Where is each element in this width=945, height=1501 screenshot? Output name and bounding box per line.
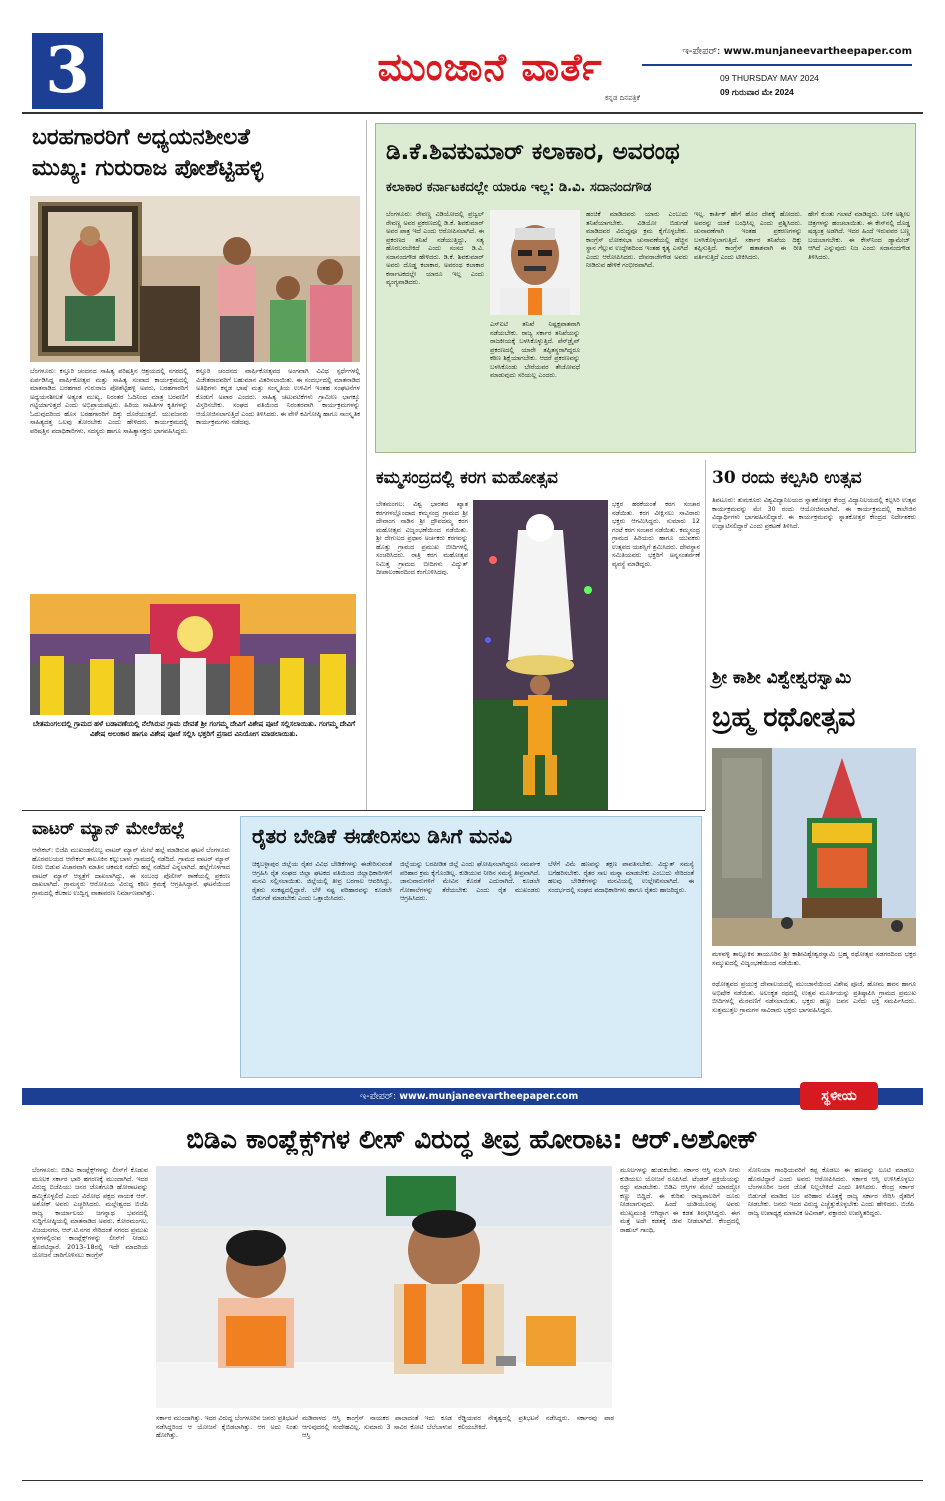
article6-body: ಆನೇಕಲ್: ಬಿಜೆಪಿ ಮುಖಂಡನೊಬ್ಬ ವಾಟರ್ ಮ್ಯಾನ್ ಮೇಲೆ ಹಲ್ಲೆ ಮಾಡಿರುವ ಘಟನೆ ಬೆಂಗಳೂರು ಹೊರವಲಯದ ಆನೇಕಲ್ ತಾಲೂಕಿನ ಕಲ್ಲುಬಾಳು ಗ್ರಾಮದಲ್ಲಿ ನಡೆದಿದೆ. ಗ್ರಾಮದ ವಾಟರ್ ಮ್ಯಾನ್ ನೀರು ಬಿಡುವ ವಿಚಾರವಾಗಿ ಮಾತಿನ ಚಕಮಕಿ ನಡೆದು ಹಲ್ಲೆ ನಡೆದಿದೆ ಎನ್ನಲಾಗಿದೆ. ಹಲ್ಲೆಗೊಳಗಾದ ವಾಟರ್ ಮ್ಯಾನ್ ಆಸ್ಪತ್ರೆಗೆ ದಾಖಲಾಗಿದ್ದು, ಈ ಸಂಬಂಧ ಪೊಲೀಸ್ ಠಾಣೆಯಲ್ಲಿ ಪ್ರಕರಣ ದಾಖಲಾಗಿದೆ. ಗ್ರಾಮಸ್ಥರು ಆರೋಪಿಯ ವಿರುದ್ಧ ಕಠಿಣ ಕ್ರಮಕ್ಕೆ ಆಗ್ರಹಿಸಿದ್ದಾರೆ. ಘಟನೆಯಿಂದ ಗ್ರಾಮದಲ್ಲಿ ಕೆಲಕಾಲ ಉದ್ವಿಗ್ನ ವಾತಾವರಣ ನಿರ್ಮಾಣವಾಗಿತ್ತು. bbox=[32, 846, 230, 897]
date-english: 09 THURSDAY MAY 2024 bbox=[720, 73, 819, 83]
epaper-label: ಇ-ಪೇಪರ್: bbox=[682, 46, 721, 57]
column-divider-right bbox=[705, 460, 706, 810]
section-rule-2 bbox=[22, 810, 705, 811]
article8-caption-col2: ಮಡಿವಾಳದ ಆಸ್ತಿ ಕಾಂಗ್ರೆಸ್ ನಾಯಕರ ಪಾಲಾದಂತೆ ಇದು ಕೂಡ ಆಗುವುದರಲ್ಲಿ ಸಂದೇಹವಿಲ್ಲ. ಸುಮಾರು 3 ಸಾವಿರ ಕೋಟಿ ಬೆಲೆಬಾಳುವ ಆಸ್ತಿ bbox=[302, 1414, 452, 1439]
epaper-url[interactable]: www.munjaneevartheepaper.com bbox=[723, 46, 912, 57]
ashok-photo bbox=[156, 1166, 612, 1408]
article8-col3: ಮೂಲಗಳನ್ನು ಹುಡುಕಬೇಕು. ಸರ್ಕಾರ ಆಸ್ತಿ ನುಂಗಿ ನೀರು ಕುಡಿಯಲು ಯೋಜನೆ ರೂಪಿಸಿದೆ. ಟೆಂಡರ್ ಪ್ರಕ್ರಿಯೆಯನ್ನು ರದ್ದು ಮಾಡಬೇಕು. ಬಿಡಿಎ ಆಸ್ತಿಗಳ ಮೇಲೆ ಯಾರದ್ದೋ ಕಣ್ಣು ಬಿದ್ದಿದೆ. ಈ ಕುರಿತು ರಾಜ್ಯಪಾಲರಿಗೆ ದೂರು ನೀಡಲಾಗುವುದು. ಹಿಂದೆ ಯಡಿಯೂರಪ್ಪ ಅವರು ಮುಖ್ಯಮಂತ್ರಿ ಆಗಿದ್ದಾಗ ಈ ಕಡತ ತಿರಸ್ಕರಿಸಿದ್ದರು. ಈಗ ಮತ್ತೆ ಅದೇ ಕಡತಕ್ಕೆ ಜೀವ ನೀಡಲಾಗಿದೆ. ಕೇಂದ್ರದಲ್ಲಿ ರಾಹುಲ್ ಗಾಂಧಿ, bbox=[620, 1166, 740, 1234]
article1-col2: ಕಸ್ತೂರಿ ಚಂದನದ ವಾರ್ಷಿಕೋತ್ಸವದ ಅಂಗವಾಗಿ ವಿವಿಧ ಸ್ಪರ್ಧೆಗಳಲ್ಲಿ ವಿಜೇತರಾದವರಿಗೆ ಬಹುಮಾನ ವಿತರಿಸಲಾಯಿತು. ಈ ಸಂದರ್ಭದಲ್ಲಿ ಮಾತನಾಡಿದ ಅತಿಥಿಗಳು ಕನ್ನಡ ಭಾಷೆ ಮತ್ತು ಸಂಸ್ಕೃತಿಯ ಉಳಿವಿಗೆ ಇಂತಹ ಸಂಘಟನೆಗಳ ಕೊಡುಗೆ ಅಪಾರ ಎಂದರು. ಸಾಹಿತ್ಯ ಚಟುವಟಿಕೆಗಳು ಗ್ರಾಮೀಣ ಭಾಗಕ್ಕೂ ವಿಸ್ತರಿಸಬೇಕು. ಸಂಘದ ವತಿಯಿಂದ ನಿರಂತರವಾಗಿ ಕಾರ್ಯಕ್ರಮಗಳನ್ನು ಆಯೋಜಿಸಲಾಗುತ್ತಿದೆ ಎಂದು ತಿಳಿಸಿದರು. ಈ ವೇಳೆ ಕವಿಗೋಷ್ಠಿ ಹಾಗೂ ಸಾಂಸ್ಕೃತಿಕ ಕಾರ್ಯಕ್ರಮಗಳು ನಡೆದವು. bbox=[196, 367, 360, 426]
article7-col3: ಬೆಳೆಗೆ ವಿಮೆ ಹಣವನ್ನು ತಕ್ಷಣ ಪಾವತಿಸಬೇಕು. ವಿದ್ಯುತ್ ಸಮಸ್ಯೆ ಬಗೆಹರಿಸಬೇಕು. ರೈತರ ಸಾಲ ಮನ್ನಾ ಮಾಡಬೇಕು ಎಂಬುದು ಸೇರಿದಂತೆ ಹಲವು ಬೇಡಿಕೆಗಳನ್ನು ಮನವಿಯಲ್ಲಿ ಉಲ್ಲೇಖಿಸಲಾಗಿದೆ. ಈ ಸಂದರ್ಭದಲ್ಲಿ ಸಂಘದ ಪದಾಧಿಕಾರಿಗಳು ಹಾಗೂ ರೈತರು ಹಾಜರಿದ್ದರು. bbox=[548, 860, 694, 894]
article8-caption-col3: ರೆಡ್ಡಿಯವರ ನೇತೃತ್ವದಲ್ಲಿ ಪ್ರತಿಭಟನೆ ನಡೆಸಿದ್ದರು. ಸರ್ಕಾರವು ಪಾಠ ಕಲಿಯಬೇಕಿದೆ. bbox=[458, 1414, 614, 1431]
article1-headline-2: ಮುಖ್ಯ: ಗುರುರಾಜ ಪೋಶೆಟ್ಟಿಹಳ್ಳಿ bbox=[32, 156, 264, 181]
page-number-box: 3 bbox=[32, 33, 103, 109]
article1-col1: ಬೆಂಗಳೂರು: ಕಸ್ತೂರಿ ಚಂದನದ ಸಾಹಿತ್ಯ ಪರಿಷತ್ತಿನ ಆಶ್ರಯದಲ್ಲಿ ನಗರದಲ್ಲಿ ಏರ್ಪಡಿಸಿದ್ದ ವಾರ್ಷಿಕೋತ್ಸವ ಮತ್ತು ಸಾಹಿತ್ಯ ಸಂವಾದ ಕಾರ್ಯಕ್ರಮದಲ್ಲಿ ಮಾತನಾಡಿದ ಬರಹಗಾರ ಗುರುರಾಜ ಪೋಶೆಟ್ಟಿಹಳ್ಳಿ ಅವರು, ಬರಹಗಾರರಿಗೆ ಅಧ್ಯಯನಶೀಲತೆ ಅತ್ಯಂತ ಮುಖ್ಯ. ನಿರಂತರ ಓದಿನಿಂದ ಮಾತ್ರ ಬರವಣಿಗೆ ಗಟ್ಟಿಯಾಗುತ್ತದೆ ಎಂದು ಅಭಿಪ್ರಾಯಪಟ್ಟರು. ಹಿರಿಯ ಸಾಹಿತಿಗಳ ಕೃತಿಗಳನ್ನು ಓದುವುದರಿಂದ ಹೊಸ ಬರಹಗಾರರಿಗೆ ದಿಕ್ಕು ದೊರೆಯುತ್ತದೆ. ಯುವಜನರು ಸಾಹಿತ್ಯದತ್ತ ಒಲವು ತೋರಬೇಕು ಎಂದು ಹೇಳಿದರು. ಕಾರ್ಯಕ್ರಮದಲ್ಲಿ ಪರಿಷತ್ತಿನ ಪದಾಧಿಕಾರಿಗಳು, ಸದಸ್ಯರು ಹಾಗೂ ಸಾಹಿತ್ಯಾಸಕ್ತರು ಭಾಗವಹಿಸಿದ್ದರು. bbox=[30, 367, 188, 435]
ratha-caption: ಮಳವಳ್ಳಿ ತಾಲ್ಲೂಕಿನ ತಾಯೂರಿನ ಶ್ರೀ ಕಾಶೀವಿಶ್ವೇಶ್ವರಸ್ವಾಮಿ ಬ್ರಹ್ಮ ರಥೋತ್ಸವ ಸಡಗರದಿಂದ ಭಕ್ತರ ಸಮ್ಮುಖದಲ್ಲಿ ವಿಜೃಂಭಣೆಯಿಂದ ನಡೆಯಿತು. bbox=[712, 950, 916, 967]
ratha-photo bbox=[712, 748, 916, 946]
article2-headline: ಡಿ.ಕೆ.ಶಿವಕುಮಾರ್ ಕಲಾಕಾರ, ಅವರಂಥ bbox=[386, 139, 680, 165]
column-divider bbox=[366, 120, 367, 810]
epaper-underline bbox=[642, 64, 912, 66]
epaper-header bbox=[640, 46, 912, 60]
article2-subhead: ಕಲಾಕಾರ ಕರ್ನಾಟಕದಲ್ಲೇ ಯಾರೂ ಇಲ್ಲ: ಡಿ.ವಿ. ಸದಾನಂದಗೌಡ bbox=[386, 180, 652, 195]
bottom-rule bbox=[22, 1480, 923, 1481]
section-tag: ಸ್ಥಳೀಯ bbox=[800, 1082, 878, 1110]
masthead-tagline: ಕನ್ನಡ ದಿನಪತ್ರಿಕೆ bbox=[604, 94, 640, 102]
article7-col1: ಚಿಕ್ಕಬಳ್ಳಾಪುರ ಜಿಲ್ಲೆಯ ರೈತರ ವಿವಿಧ ಬೇಡಿಕೆಗಳನ್ನು ಈಡೇರಿಸುವಂತೆ ಆಗ್ರಹಿಸಿ ರೈತ ಸಂಘದ ಜಿಲ್ಲಾ ಘಟಕದ ವತಿಯಿಂದ ಜಿಲ್ಲಾಧಿಕಾರಿಗಳಿಗೆ ಮನವಿ ಸಲ್ಲಿಸಲಾಯಿತು. ಜಿಲ್ಲೆಯಲ್ಲಿ ತೀವ್ರ ಬರಗಾಲ ಆವರಿಸಿದ್ದು, ರೈತರು ಸಂಕಷ್ಟದಲ್ಲಿದ್ದಾರೆ. ಬೆಳೆ ನಷ್ಟ ಪರಿಹಾರವನ್ನು ಕೂಡಲೇ ಬಿಡುಗಡೆ ಮಾಡಬೇಕು ಎಂದು ಒತ್ತಾಯಿಸಿದರು. bbox=[252, 860, 392, 902]
article3-headline: ಕಮ್ಮಸಂದ್ರದಲ್ಲಿ ಕರಗ ಮಹೋತ್ಸವ bbox=[376, 468, 558, 488]
article7-headline: ರೈತರ ಬೇಡಿಕೆ ಈಡೇರಿಸಲು ಡಿಸಿಗೆ ಮನವಿ bbox=[252, 824, 513, 848]
article4-body: ತಿಪಟೂರು: ತುಮಕೂರು ವಿಶ್ವವಿದ್ಯಾನಿಲಯದ ಸ್ನಾತಕೋತ್ತರ ಕೇಂದ್ರ ವಿದ್ಯಾನಿಲಯದಲ್ಲಿ ಕಲ್ಪಸಿರಿ ಉತ್ಸವ ಕಾರ್ಯಕ್ರಮವನ್ನು ಮೇ 30 ರಂದು ಆಯೋಜಿಸಲಾಗಿದೆ. ಈ ಕಾರ್ಯಕ್ರಮದಲ್ಲಿ ಕಾಲೇಜಿನ ವಿದ್ಯಾರ್ಥಿಗಳು ಭಾಗವಹಿಸಲಿದ್ದಾರೆ. ಈ ಕಾರ್ಯಕ್ರಮವನ್ನು ಸ್ನಾತಕೋತ್ತರ ಕೇಂದ್ರದ ನಿರ್ದೇಶಕರು ಉದ್ಘಾಟಿಸಲಿದ್ದಾರೆ ಎಂದು ಪ್ರಕಟಣೆ ತಿಳಿಸಿದೆ. bbox=[712, 496, 916, 530]
band-epaper-url[interactable]: www.munjaneevartheepaper.com bbox=[399, 1091, 579, 1102]
article5-headline-2: ಬ್ರಹ್ಮ ರಥೋತ್ಸವ bbox=[712, 702, 856, 733]
article2-col1: ಬೆಂಗಳೂರು: ರೇವಣ್ಣ ವಿಡಿಯೋದಲ್ಲಿ ಪ್ರಜ್ವಲ್ ರೇವಣ್ಣ ಅವರ ಪ್ರಕರಣದಲ್ಲಿ ಡಿ.ಕೆ. ಶಿವಕುಮಾರ್ ಅವರ ಪಾತ್ರ ಇದೆ ಎಂದು ಆರೋಪಿಸಲಾಗಿದೆ. ಈ ಪ್ರಕರಣದ ತನಿಖೆ ನಡೆಯುತ್ತಿದ್ದು, ಸತ್ಯ ಹೊರಬರಬೇಕಿದೆ ಎಂದು ಸಂಸದ ಡಿ.ವಿ. ಸದಾನಂದಗೌಡ ಹೇಳಿದರು. ಡಿ.ಕೆ. ಶಿವಕುಮಾರ್ ಅವರು ದೊಡ್ಡ ಕಲಾಕಾರ, ಅವರಂಥ ಕಲಾಕಾರ ಕರ್ನಾಟಕದಲ್ಲೇ ಯಾರೂ ಇಲ್ಲ ಎಂದು ವ್ಯಂಗ್ಯವಾಡಿದರು. bbox=[386, 210, 484, 286]
article8-col1: ಬೆಂಗಳೂರು: ಬಿಡಿಎ ಕಾಂಪ್ಲೆಕ್ಸ್‌ಗಳನ್ನು ಲೀಸ್‌ಗೆ ಕೊಡುವ ಮೂಲಕ ಸರ್ಕಾರ ಭಾರಿ ಹಗರಣಕ್ಕೆ ಮುಂದಾಗಿದೆ. ಇದರ ವಿರುದ್ಧ ಬಿಜೆಪಿಯು ಜನರ ಜೊತೆಗೂಡಿ ಹೋರಾಟವನ್ನು ಹಮ್ಮಿಕೊಳ್ಳಲಿದೆ ಎಂದು ವಿರೋಧ ಪಕ್ಷದ ನಾಯಕ ಆರ್. ಅಶೋಕ್ ಅವರು ಎಚ್ಚರಿಸಿದರು. ಮಲ್ಲೇಶ್ವರದ ಬಿಜೆಪಿ ರಾಜ್ಯ ಕಾರ್ಯಾಲಯ ಜಗನ್ನಾಥ ಭವನದಲ್ಲಿ ಸುದ್ದಿಗೋಷ್ಠಿಯಲ್ಲಿ ಮಾತನಾಡಿದ ಅವರು, ಕೋರಮಂಗಲ, ವಿಜಯನಗರ, ಆರ್.ಟಿ.ನಗರ ಸೇರಿದಂತೆ ನಗರದ ಪ್ರಮುಖ ಸ್ಥಳಗಳಲ್ಲಿರುವ ಕಾಂಪ್ಲೆಕ್ಸ್‌ಗಳನ್ನು ಲೀಸ್‌ಗೆ ನೀಡಲು ಹೊರಟಿದ್ದಾರೆ. 2013–18ರಲ್ಲಿ ಇದೇ ಮಾದರಿಯ ಯೋಜನೆ ಜಾರಿಗೊಳಿಸಲು ಕಾಂಗ್ರೆಸ್ bbox=[32, 1166, 148, 1259]
article8-col4: ಸೋನಿಯಾ ಗಾಂಧಿಯವರಿಗೆ ಕಪ್ಪ ಕೊಡಲು ಈ ಹಣವನ್ನು ಲೂಟಿ ಮಾಡಲು ಹೊರಟಿದ್ದಾರೆ ಎಂದು ಅವರು ಆರೋಪಿಸಿದರು. ಸರ್ಕಾರ ಆಸ್ತಿ ಉಳಿಸಿಕೊಳ್ಳಲು ಬೆಂಗಳೂರಿನ ಜನರ ಜೊತೆ ನಿಲ್ಲಬೇಕಿದೆ ಎಂದು ತಿಳಿಸಿದರು. ಕೇಂದ್ರ ಸರ್ಕಾರ ಬಿಡುಗಡೆ ಮಾಡಿದ ಬರ ಪರಿಹಾರ ಮೊತ್ತಕ್ಕೆ ರಾಜ್ಯ ಸರ್ಕಾರ ಸೇರಿಸಿ ರೈತರಿಗೆ ನೀಡಬೇಕು. ಜನರು ಇದರ ವಿರುದ್ಧ ಎಚ್ಚೆತ್ತುಕೊಳ್ಳಬೇಕು ಎಂದು ಹೇಳಿದರು. ಬಿಜೆಪಿ ರಾಜ್ಯ ಉಪಾಧ್ಯಕ್ಷ ಮಾಳವಿಕ ಅವಿನಾಶ್, ವಕ್ತಾರರು ಉಪಸ್ಥಿತರಿದ್ದರು. bbox=[748, 1166, 914, 1217]
masthead-title: ಮುಂಜಾನೆ ವಾರ್ತೆ bbox=[377, 45, 603, 89]
article3-col2: ಭಕ್ತರ ಹರಕೆಯಂತೆ ಕರಗ ಸಂಚಾರ ನಡೆಯಿತು. ಕರಗ ವೀಕ್ಷಿಸಲು ಸಾವಿರಾರು ಭಕ್ತರು ಆಗಮಿಸಿದ್ದರು. ಸುಮಾರು 12 ಗಂಟೆ ಕರಗ ಸಂಚಾರ ನಡೆಯಿತು. ಕಮ್ಮಸಂದ್ರ ಗ್ರಾಮದ ಹಿರಿಯರು ಹಾಗೂ ಯುವಕರು ಉತ್ಸವದ ಯಶಸ್ಸಿಗೆ ಶ್ರಮಿಸಿದರು. ದೇವಸ್ಥಾನ ಸಮಿತಿಯವರು ಭಕ್ತರಿಗೆ ಅನ್ನಸಂತರ್ಪಣೆ ವ್ಯವಸ್ಥೆ ಮಾಡಿದ್ದರು. bbox=[612, 500, 700, 568]
article6-headline: ವಾಟರ್ ಮ್ಯಾನ್ ಮೇಲೆಹಲ್ಲೆ bbox=[32, 819, 185, 839]
article3-col1: ಬೇತಮಂಗಲ: ವಿಶ್ವ ಭಾರತದ ಖ್ಯಾತ ಕರಗಗಳಲ್ಲೊಂದಾದ ಕಮ್ಮಸಂದ್ರ ಗ್ರಾಮದ ಶ್ರೀ ದೇವಾಂಗ ನಾಡಿನ ಶ್ರೀ ದ್ರೌಪದಮ್ಮ ಕರಗ ಮಹೋತ್ಸವ ವಿಜೃಂಭಣೆಯಿಂದ ನಡೆಯಿತು. ಶ್ರೀ ದೇಗುಲದ ಪ್ರಧಾನ ಅರ್ಚಕರು ಕರಗವನ್ನು ಹೊತ್ತು ಗ್ರಾಮದ ಪ್ರಮುಖ ಬೀದಿಗಳಲ್ಲಿ ಸಂಚರಿಸಿದರು. ರಾತ್ರಿ ಕರಗ ಮಹೋತ್ಸವ ನಿಮಿತ್ತ ಗ್ರಾಮದ ಬೀದಿಗಳು ವಿದ್ಯುತ್ ದೀಪಾಲಂಕಾರದಿಂದ ಕಂಗೊಳಿಸಿದವು. bbox=[376, 500, 468, 576]
article2-col5: ಹೇಗೆ ಕುಂತು ಗಲಾಟೆ ಮಾಡಿದ್ದರು. ಬಳಿಕ ಅಶ್ಲೀಲ ಚಿತ್ರಗಳನ್ನು ಹಂಚಲಾಯಿತು. ಈ ಕೇಸ್‌ನಲ್ಲಿ ದೊಡ್ಡ ಷಡ್ಯಂತ್ರ ಅಡಗಿದೆ. ಇದರ ಹಿಂದೆ ಇರುವವರ ಬಣ್ಣ ಬಯಲಾಗಬೇಕು. ಈ ಕೇಸ್‌ನಿಂದ ಡ್ಯಾಮೇಜ್ ಆಗಿದೆ ಎನ್ನುವುದು ನಿಜ ಎಂದು ಸದಾನಂದಗೌಡ ತಿಳಿಸಿದರು. bbox=[808, 210, 910, 261]
article4-headline: 30 ರಂದು ಕಲ್ಪಸಿರಿ ಉತ್ಸವ bbox=[712, 468, 862, 488]
article5-body: ರಥೋತ್ಸವದ ಪ್ರಯುಕ್ತ ದೇವಾಲಯದಲ್ಲಿ ಮುಂಜಾನೆಯಿಂದ ವಿಶೇಷ ಪೂಜೆ, ಹೋಮ ಹವನ ಹಾಗೂ ಅಭಿಷೇಕ ನಡೆಯಿತು. ಅಲಂಕೃತ ರಥದಲ್ಲಿ ಉತ್ಸವ ಮೂರ್ತಿಯನ್ನು ಪ್ರತಿಷ್ಠಾಪಿಸಿ ಗ್ರಾಮದ ಪ್ರಮುಖ ಬೀದಿಗಳಲ್ಲಿ ಮೆರವಣಿಗೆ ನಡೆಸಲಾಯಿತು. ಭಕ್ತರು ಹಣ್ಣು ಜವನ ಎಸೆದು ಭಕ್ತಿ ಸಮರ್ಪಿಸಿದರು. ಸುತ್ತಮುತ್ತಲ ಗ್ರಾಮಗಳ ಸಾವಿರಾರು ಭಕ್ತರು ಭಾಗವಹಿಸಿದ್ದರು. bbox=[712, 980, 916, 1014]
masthead-rule bbox=[22, 112, 923, 114]
article2-col3: ಹಂಚಿಕೆ ಮಾಡಿದವರು ಯಾರು ಎಂಬುದು ತನಿಖೆಯಾಗಬೇಕು. ವಿಡಿಯೋ ಬಿಡುಗಡೆ ಮಾಡಿದವರ ವಿರುದ್ಧವೂ ಕ್ರಮ ಕೈಗೊಳ್ಳಬೇಕು. ಕಾಂಗ್ರೆಸ್ ಲೋಕಸಭಾ ಚುನಾವಣೆಯಲ್ಲಿ ಹೆಚ್ಚಿನ ಸ್ಥಾನ ಗೆಲ್ಲುವ ಉದ್ದೇಶದಿಂದ ಇಂತಹ ಕೃತ್ಯ ಎಸಗಿದೆ ಎಂದು ಆರೋಪಿಸಿದರು. ದೇವರಾಜೇಗೌಡ ಅವರು ನೀಡಿರುವ ಹೇಳಿಕೆ ಗಂಭೀರವಾಗಿದೆ. bbox=[586, 210, 688, 269]
article2-col2: ಎಸ್‌ಐಟಿ ತನಿಖೆ ನಿಷ್ಪಕ್ಷಪಾತವಾಗಿ ನಡೆಯಬೇಕು. ರಾಜ್ಯ ಸರ್ಕಾರ ತನಿಖೆಯನ್ನು ರಾಜಕೀಯಕ್ಕೆ ಬಳಸಿಕೊಳ್ಳುತ್ತಿದೆ. ಪೆನ್‌ಡ್ರೈವ್ ಪ್ರಕರಣದಲ್ಲಿ ಯಾರೇ ತಪ್ಪಿತಸ್ಥರಾಗಿದ್ದರೂ ಕಠಿಣ ಶಿಕ್ಷೆಯಾಗಬೇಕು. ಆದರೆ ಪ್ರಕರಣವನ್ನು ಬಳಸಿಕೊಂಡು ಬೇರೆಯವರ ತೇಜೋವಧೆ ಮಾಡುವುದು ಸರಿಯಲ್ಲ ಎಂದರು. bbox=[490, 320, 580, 379]
article8-caption-col1: ಸರ್ಕಾರ ಮುಂದಾಗಿತ್ತು. ಇದರ ವಿರುದ್ಧ ಬೆಂಗಳೂರಿನ ಜನರು ಪ್ರತಿಭಟನೆ ನಡೆಸಿದ್ದರಿಂದ ಆ ಯೋಜನೆ ಕೈಬಿಡಲಾಗಿತ್ತು. ಆಗ ಅದು ನಿಂತು ಹೋಗಿತ್ತು. bbox=[156, 1414, 298, 1439]
section-band-epaper bbox=[360, 1088, 660, 1105]
article5-headline-1: ಶ್ರೀ ಕಾಶೀ ವಿಶ್ವೇಶ್ವರಸ್ವಾಮಿ bbox=[712, 668, 852, 688]
date-kannada: 09 ಗುರುವಾರ ಮೇ 2024 bbox=[720, 87, 794, 97]
gangamma-caption: ಬೇತಮಂಗಲದಲ್ಲಿ ಗ್ರಾಮದ ಹಳೆ ಬಡಾವಣೆಯಲ್ಲಿ ನೆಲೆಸಿರುವ ಗ್ರಾಮ ದೇವತೆ ಶ್ರೀ ಗಂಗಮ್ಮ ದೇವಿಗೆ ವಿಶೇಷ ಪೂಜೆ ಸಲ್ಲಿಸಲಾಯಿತು. ಗಂಗಮ್ಮ ದೇವಿಗೆ ವಿಶೇಷ ಅಲಂಕಾರ ಹಾಗೂ ವಿಶೇಷ ಪೂಜೆ ಸಲ್ಲಿಸಿ ಭಕ್ತರಿಗೆ ಪ್ರಸಾದ ವಿನಿಯೋಗ ಮಾಡಲಾಯಿತು. bbox=[32, 720, 356, 738]
band-epaper-label: ಇ-ಪೇಪರ್: bbox=[360, 1091, 397, 1102]
article7-col2: ಜಿಲ್ಲೆಯನ್ನು ಬರಪೀಡಿತ ಜಿಲ್ಲೆ ಎಂದು ಘೋಷಿಸಲಾಗಿದ್ದರೂ ಸಮರ್ಪಕ ಪರಿಹಾರ ಕ್ರಮ ಕೈಗೊಂಡಿಲ್ಲ. ಕುಡಿಯುವ ನೀರಿನ ಸಮಸ್ಯೆ ತೀವ್ರವಾಗಿದೆ. ಜಾನುವಾರುಗಳಿಗೆ ಮೇವಿನ ಕೊರತೆ ಎದುರಾಗಿದೆ. ಕೂಡಲೇ ಗೋಶಾಲೆಗಳನ್ನು ತೆರೆಯಬೇಕು ಎಂದು ರೈತ ಮುಖಂಡರು ಆಗ್ರಹಿಸಿದರು. bbox=[400, 860, 540, 902]
article1-headline-1: ಬರಹಗಾರರಿಗೆ ಅಧ್ಯಯನಶೀಲತೆ bbox=[32, 125, 250, 150]
article8-headline: ಬಿಡಿಎ ಕಾಂಪ್ಲೆಕ್ಸ್‌ಗಳ ಲೀಸ್ ವಿರುದ್ಧ ತೀವ್ರ ಹೋರಾಟ: ಆರ್.ಅಶೋಕ್ bbox=[186, 1125, 758, 1155]
gangamma-photo bbox=[30, 594, 356, 715]
article2-col4: ಇಲ್ಲ. ಕಾರ್ತಿಕ್ ಹೇಗೆ ಹೊರ ದೇಶಕ್ಕೆ ಹೋದರು. ಅವರನ್ನು ಯಾಕೆ ಬಂಧಿಸಿಲ್ಲ ಎಂದು ಪ್ರಶ್ನಿಸಿದರು. ಚುನಾವಣೆಗಾಗಿ ಇಂತಹ ಪ್ರಕರಣಗಳನ್ನು ಬಳಸಿಕೊಳ್ಳಲಾಗುತ್ತಿದೆ. ಸರ್ಕಾರ ತನಿಖೆಯ ದಿಕ್ಕು ತಪ್ಪಿಸುತ್ತಿದೆ. ಕಾಂಗ್ರೆಸ್ ಹತಾಶವಾಗಿ ಈ ರೀತಿ ವರ್ತಿಸುತ್ತಿದೆ ಎಂದು ಟೀಕಿಸಿದರು. bbox=[694, 210, 802, 261]
sadanandagowda-photo bbox=[490, 210, 580, 315]
karaga-photo bbox=[473, 500, 608, 810]
article1-photo bbox=[30, 196, 360, 362]
